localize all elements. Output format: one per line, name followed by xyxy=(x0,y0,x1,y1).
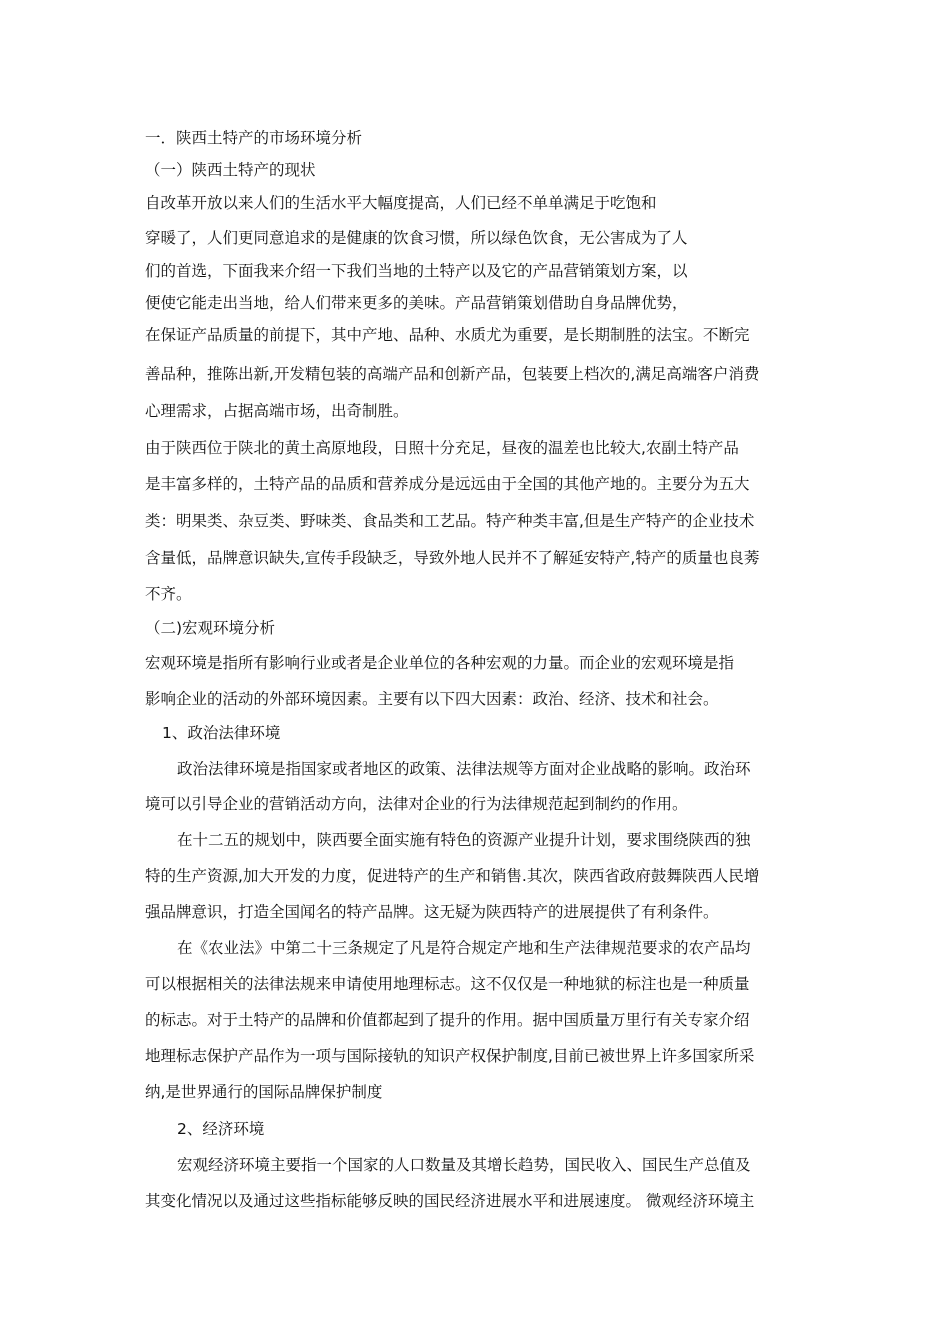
paragraph-line: 影响企业的活动的外部环境因素。主要有以下四大因素：政治、经济、技术和社会。 xyxy=(145,690,719,708)
subsection-heading: （一）陕西土特产的现状 xyxy=(145,161,316,179)
subsection-heading: （二)宏观环境分析 xyxy=(145,619,276,637)
paragraph-line: 地理标志保护产品作为一项与国际接轨的知识产权保护制度,目前已被世界上许多国家所采 xyxy=(145,1047,755,1065)
paragraph-line: 是丰富多样的，土特产品的品质和营养成分是远远由于全国的其他产地的。主要分为五大 xyxy=(145,475,750,493)
paragraph-line: 便使它能走出当地，给人们带来更多的美味。产品营销策划借助自身品牌优势， xyxy=(145,294,688,312)
paragraph-line: 心理需求，占据高端市场，出奇制胜。 xyxy=(145,402,409,420)
paragraph-line: 不齐。 xyxy=(145,585,192,603)
item-heading: 1、政治法律环境 xyxy=(162,724,281,742)
paragraph-line: 宏观经济环境主要指一个国家的人口数量及其增长趋势，国民收入、国民生产总值及 xyxy=(177,1156,751,1174)
paragraph-line: 在《农业法》中第二十三条规定了凡是符合规定产地和生产法律规范要求的农产品均 xyxy=(177,939,751,957)
section-heading: 一．陕西土特产的市场环境分析 xyxy=(145,129,363,147)
item-heading: 2、经济环境 xyxy=(177,1120,265,1138)
paragraph-line: 的标志。对于土特产的品牌和价值都起到了提升的作用。据中国质量万里行有关专家介绍 xyxy=(145,1011,750,1029)
paragraph-line: 政治法律环境是指国家或者地区的政策、法律法规等方面对企业战略的影响。政治环 xyxy=(177,760,751,778)
paragraph-line: 境可以引导企业的营销活动方向，法律对企业的行为法律规范起到制约的作用。 xyxy=(145,795,688,813)
paragraph-line: 由于陕西位于陕北的黄土高原地段，日照十分充足，昼夜的温差也比较大,农副土特产品 xyxy=(145,439,739,457)
paragraph-line: 宏观环境是指所有影响行业或者是企业单位的各种宏观的力量。而企业的宏观环境是指 xyxy=(145,654,735,672)
paragraph-line: 纳,是世界通行的国际品牌保护制度 xyxy=(145,1083,383,1101)
paragraph-line: 强品牌意识，打造全国闻名的特产品牌。这无疑为陕西特产的进展提供了有利条件。 xyxy=(145,903,719,921)
paragraph-line: 善品种，推陈出新,开发精包装的高端产品和创新产品，包装要上档次的,满足高端客户消费 xyxy=(145,365,760,383)
paragraph-line: 穿暖了，人们更同意追求的是健康的饮食习惯，所以绿色饮食，无公害成为了人 xyxy=(145,229,688,247)
paragraph-line: 特的生产资源,加大开发的力度，促进特产的生产和销售.其次，陕西省政府鼓舞陕西人民增 xyxy=(145,867,760,885)
paragraph-line: 含量低，品牌意识缺失,宣传手段缺乏，导致外地人民并不了解延安特产,特产的质量也良莠 xyxy=(145,549,760,567)
paragraph-line: 其变化情况以及通过这些指标能够反映的国民经济进展水平和进展速度。 微观经济环境主 xyxy=(145,1192,755,1210)
paragraph-line: 自改革开放以来人们的生活水平大幅度提高，人们已经不单单满足于吃饱和 xyxy=(145,194,657,212)
paragraph-line: 可以根据相关的法律法规来申请使用地理标志。这不仅仅是一种地狱的标注也是一种质量 xyxy=(145,975,750,993)
paragraph-line: 们的首选，下面我来介绍一下我们当地的土特产以及它的产品营销策划方案，以 xyxy=(145,262,688,280)
paragraph-line: 类：明果类、杂豆类、野味类、食品类和工艺品。特产种类丰富,但是生产特产的企业技术 xyxy=(145,512,755,530)
paragraph-line: 在保证产品质量的前提下，其中产地、品种、水质尤为重要，是长期制胜的法宝。不断完 xyxy=(145,326,750,344)
paragraph-line: 在十二五的规划中，陕西要全面实施有特色的资源产业提升计划，要求围绕陕西的独 xyxy=(177,831,751,849)
